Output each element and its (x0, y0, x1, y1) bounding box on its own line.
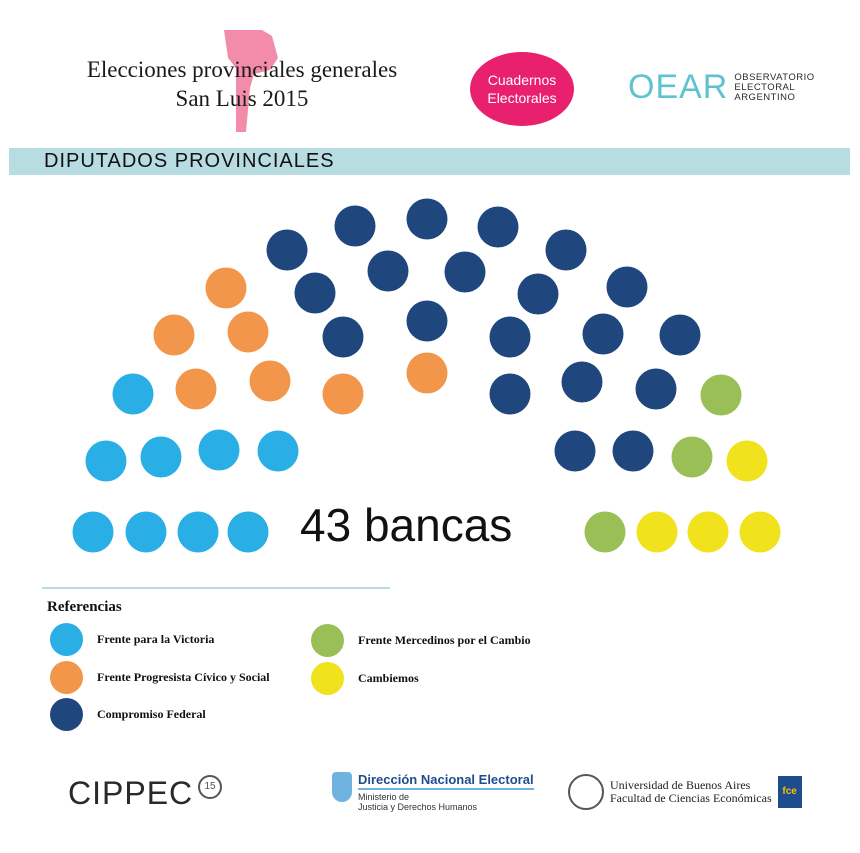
badge-line-2: Electorales (487, 90, 557, 106)
seat (323, 374, 364, 415)
seat (585, 512, 626, 553)
dne-sub-1: Ministerio de (358, 792, 410, 802)
legend-item-fpcs (50, 661, 270, 694)
seat (178, 512, 219, 553)
seat (250, 361, 291, 402)
seat (73, 512, 114, 553)
seat (607, 267, 648, 308)
legend-dot (311, 624, 344, 657)
uba-line-2: Facultad de Ciencias Económicas (610, 791, 772, 805)
seat (228, 312, 269, 353)
dne-sub-2: Justicia y Derechos Humanos (358, 802, 478, 812)
legend-item-cambiemos (311, 662, 419, 695)
oear-sub-3: ARGENTINO (734, 91, 796, 103)
seat (637, 512, 678, 553)
seat (199, 430, 240, 471)
seat (407, 199, 448, 240)
seat (141, 437, 182, 478)
seat (368, 251, 409, 292)
seat (660, 315, 701, 356)
legend-label: Compromiso Federal (97, 707, 206, 721)
legend-item-fpv (50, 623, 214, 656)
seat (701, 375, 742, 416)
seat (583, 314, 624, 355)
seat (518, 274, 559, 315)
seat (490, 374, 531, 415)
legend-dot (50, 698, 83, 731)
legend-dot (50, 661, 83, 694)
oear-letters: OEAR (628, 68, 729, 106)
seat (636, 369, 677, 410)
dne-title: Dirección Nacional Electoral (358, 772, 534, 790)
oear-subtitle (734, 73, 814, 103)
seat (562, 362, 603, 403)
total-seats-label: 43 bancas (300, 499, 513, 551)
seat (740, 512, 781, 553)
title-line-1: Elecciones provinciales generales (86, 57, 398, 82)
seat (267, 230, 308, 271)
legend-dot (311, 662, 344, 695)
badge-line-1: Cuadernos (487, 72, 557, 88)
seat (113, 374, 154, 415)
uba-line-1: Universidad de Buenos Aires (610, 778, 751, 792)
seat (672, 437, 713, 478)
legend-item-cf (50, 698, 206, 731)
seat (176, 369, 217, 410)
dne-logo (332, 772, 534, 812)
legend-divider (42, 587, 390, 589)
seat (478, 207, 519, 248)
seat (445, 252, 486, 293)
seat (154, 315, 195, 356)
seat (206, 268, 247, 309)
seat (407, 353, 448, 394)
seat (688, 512, 729, 553)
oear-logo (628, 68, 815, 107)
section-title: DIPUTADOS PROVINCIALES (44, 150, 335, 172)
seat (228, 512, 269, 553)
uba-seal-icon (568, 774, 604, 810)
legend-label: Frente Mercedinos por el Cambio (358, 633, 531, 647)
legend-item-fmc (311, 624, 531, 657)
legend-label: Cambiemos (358, 671, 419, 685)
oear-sub-1: OBSERVATORIO (734, 71, 815, 83)
argentina-shield-icon (332, 772, 352, 802)
cuadernos-electorales-badge (470, 52, 574, 126)
cippec-logo: CIPPEC (68, 775, 194, 811)
seat (613, 431, 654, 472)
legend-dot (50, 623, 83, 656)
oear-sub-2: ELECTORAL (734, 81, 796, 93)
legend-title: Referencias (47, 599, 122, 615)
seat (323, 317, 364, 358)
legend-label: Frente para la Victoria (97, 632, 215, 646)
seat (546, 230, 587, 271)
uba-logo (568, 774, 802, 810)
fce-badge: fce (778, 776, 802, 808)
seat (86, 441, 127, 482)
seat (295, 273, 336, 314)
seat (335, 206, 376, 247)
seat (555, 431, 596, 472)
seat (258, 431, 299, 472)
seat (126, 512, 167, 553)
page-title (52, 55, 432, 113)
seat (407, 301, 448, 342)
cippec-anniversary-badge: 15 (198, 775, 222, 799)
seat (490, 317, 531, 358)
seat (727, 441, 768, 482)
legend-label: Frente Progresista Cívico y Social (97, 670, 270, 684)
title-line-2: San Luis 2015 (175, 86, 309, 111)
